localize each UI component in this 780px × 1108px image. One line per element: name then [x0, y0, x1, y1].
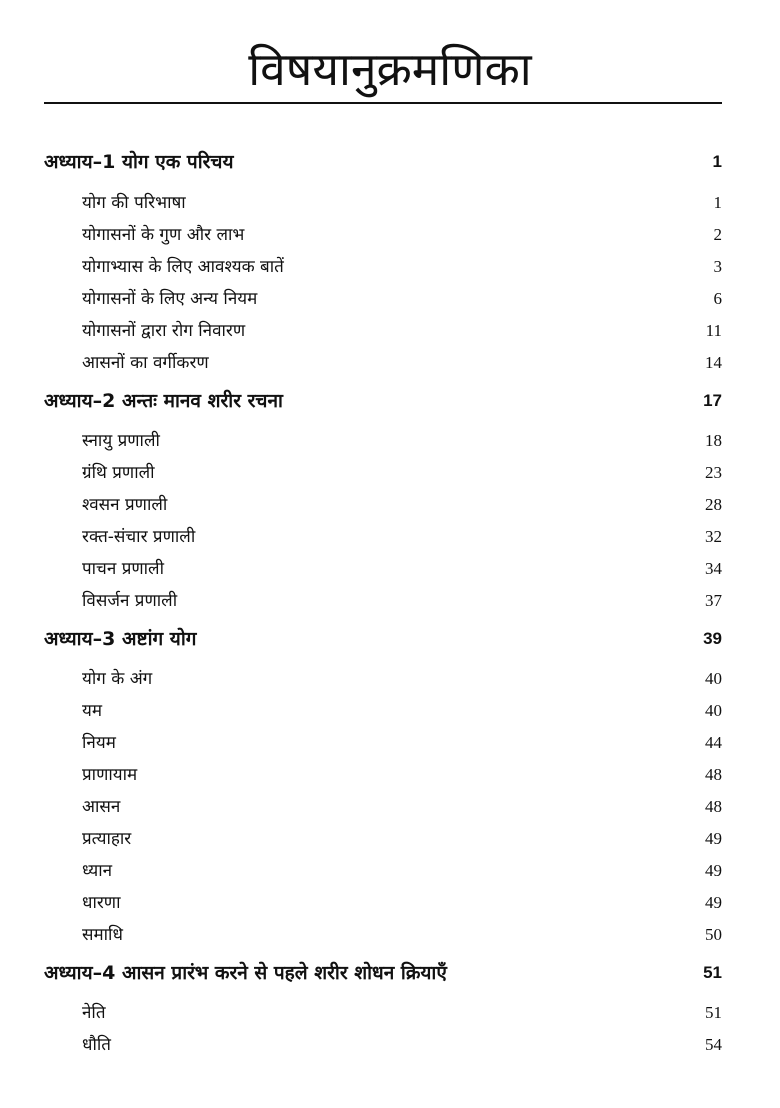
toc-section-row [44, 856, 722, 886]
toc-section-row [44, 188, 722, 218]
page-number: 40 [705, 669, 722, 688]
page-number: 23 [705, 463, 722, 482]
page-number: 14 [705, 353, 722, 372]
chapter-title: अध्याय–3 अष्टांग योग [44, 628, 197, 650]
page-number: 49 [705, 861, 722, 880]
section-title: समाधि [82, 925, 123, 945]
page-number: 11 [705, 321, 722, 340]
page-number: 34 [705, 559, 722, 578]
toc-section-row [44, 664, 722, 694]
page-number: 39 [703, 629, 722, 648]
page-number: 32 [705, 527, 722, 546]
chapter-title: अध्याय–1 योग एक परिचय [44, 151, 234, 173]
page-title: विषयानुक्रमणिका [248, 42, 532, 96]
toc-section-row [44, 426, 722, 456]
section-title: विसर्जन प्रणाली [82, 591, 178, 611]
toc-section-row [44, 696, 722, 726]
section-title: योग की परिभाषा [82, 193, 186, 213]
section-title: आसन [82, 797, 121, 817]
toc-section-row [44, 998, 722, 1028]
page-number: 54 [705, 1035, 722, 1054]
chapter-title: अध्याय–4 आसन प्रारंभ करने से पहले शरीर शोधन क्रियाएँ [44, 962, 447, 984]
section-title: नियम [82, 733, 116, 753]
section-title: यम [82, 701, 103, 721]
page-number: 6 [713, 289, 722, 308]
page-number: 49 [705, 829, 722, 848]
toc-section-row [44, 554, 722, 584]
toc-section-row [44, 490, 722, 520]
toc-chapter-row [44, 386, 722, 416]
section-title: ग्रंथि प्रणाली [82, 463, 155, 483]
toc-section-row [44, 316, 722, 346]
toc-section-row [44, 1030, 722, 1060]
section-title: योग के अंग [82, 669, 153, 689]
section-title: योगासनों द्वारा रोग निवारण [82, 321, 246, 341]
page-number: 40 [705, 701, 722, 720]
section-title: प्रत्याहार [82, 829, 132, 849]
section-title: धौति [82, 1035, 111, 1055]
page-number: 37 [705, 591, 722, 610]
toc-section-row [44, 586, 722, 616]
page-number: 50 [705, 925, 722, 944]
section-title: धारणा [82, 893, 121, 913]
toc-section-row [44, 252, 722, 282]
page-number: 48 [705, 797, 722, 816]
toc-section-row [44, 284, 722, 314]
page-number: 44 [705, 733, 722, 752]
chapter-title: अध्याय–2 अन्तः मानव शरीर रचना [44, 390, 283, 412]
section-title: रक्त-संचार प्रणाली [82, 527, 196, 547]
section-title: योगाभ्यास के लिए आवश्यक बातें [82, 257, 284, 277]
toc-chapter-row [44, 147, 722, 177]
page-number: 1 [713, 193, 722, 212]
section-title: नेति [82, 1003, 106, 1023]
section-title: योगासनों के लिए अन्य नियम [82, 289, 258, 309]
section-title: प्राणायाम [82, 765, 138, 785]
section-title: ध्यान [82, 861, 113, 881]
toc-section-row [44, 728, 722, 758]
toc-section-row [44, 458, 722, 488]
toc-section-row [44, 522, 722, 552]
page-number: 48 [705, 765, 722, 784]
toc-chapter-row [44, 958, 722, 988]
page-number: 3 [713, 257, 722, 276]
page-number: 49 [705, 893, 722, 912]
page-number: 28 [705, 495, 722, 514]
page-number: 1 [712, 152, 722, 171]
toc-chapter-row [44, 624, 722, 654]
page-number: 51 [705, 1003, 722, 1022]
page-number: 17 [703, 391, 722, 410]
page-number: 51 [703, 963, 722, 982]
toc-section-row [44, 824, 722, 854]
section-title: स्नायु प्रणाली [82, 431, 160, 451]
toc-section-row [44, 760, 722, 790]
toc-section-row [44, 888, 722, 918]
section-title: पाचन प्रणाली [82, 559, 164, 579]
section-title: आसनों का वर्गीकरण [82, 353, 209, 373]
section-title: श्वसन प्रणाली [82, 495, 168, 515]
page-number: 2 [713, 225, 722, 244]
toc-section-row [44, 220, 722, 250]
section-title: योगासनों के गुण और लाभ [82, 225, 245, 245]
toc-section-row [44, 348, 722, 378]
page-number: 18 [705, 431, 722, 450]
toc-section-row [44, 920, 722, 950]
toc-section-row [44, 792, 722, 822]
